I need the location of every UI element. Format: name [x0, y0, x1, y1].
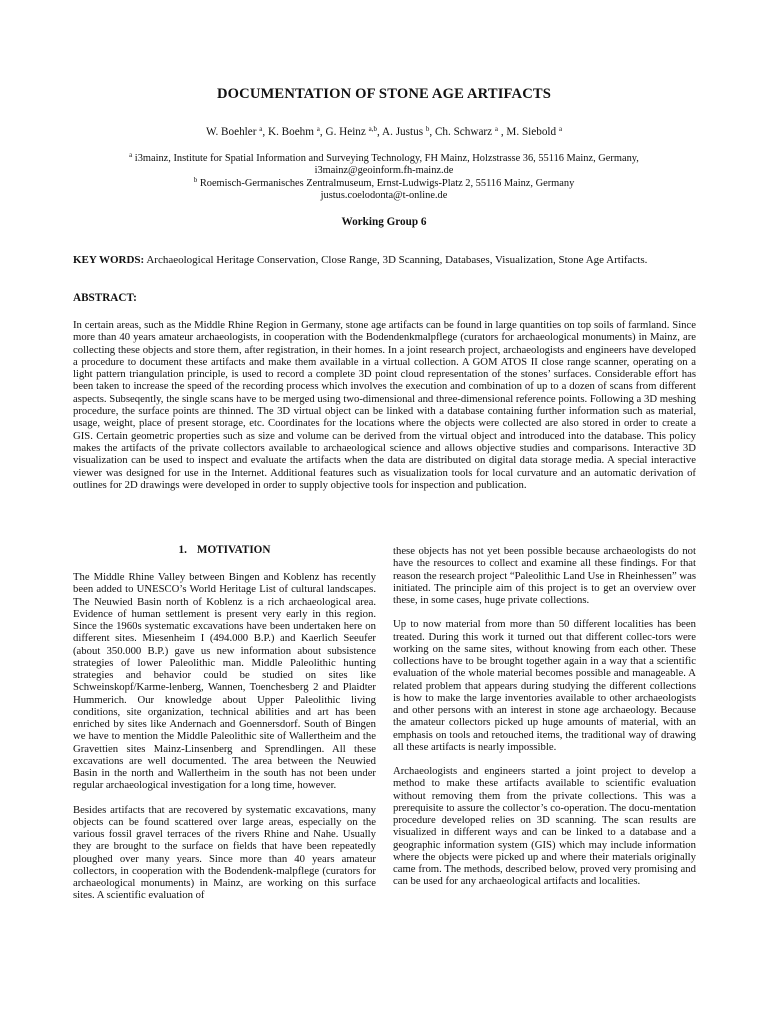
affiliations — [0, 153, 768, 203]
keywords-text: Archaeological Heritage Conservation, Close Range, 3D Scanning, Databases, Visualization, Stone Age Artifacts. — [144, 254, 648, 266]
paper-title: DOCUMENTATION OF STONE AGE ARTIFACTS — [216, 86, 552, 102]
abstract-heading: ABSTRACT: — [73, 292, 137, 304]
paragraph: these objects has not yet been possible because archaeologists do not have the resources to collect and examine all these findings. For that reason the research project “Paleolithic Land Use in Rheinhessen” was initiated. The principle aim of this project is to get an overview over these, in some cases, huge private collections. — [393, 545, 696, 606]
paragraph: Besides artifacts that are recovered by systematic excavations, many objects can be found scattered over large areas, especially on the various fossil gravel terraces of the rivers Rhine and Nahe. Usually they are brought to the surface on fields that have been repeatedly ploughed over many years. Since more than 40 years amateur collectors, in cooperation with the Bodendenk-malpflege (curators for archaeological monuments) in Mainz, are working on this surface sites. A scientific evaluation of — [73, 803, 376, 902]
section-title: MOTIVATION — [196, 544, 271, 556]
author: G. Heinz $^{a,b}$, — [325, 125, 383, 138]
section-heading — [73, 544, 376, 558]
body-column-left — [73, 544, 376, 914]
affiliation-b-email: justus.coelodonta@t-online.de — [320, 190, 448, 202]
section-number: 1. — [178, 544, 187, 556]
author: A. Justus $^b$, — [382, 125, 435, 138]
body-column-right — [393, 545, 696, 900]
paragraph: The Middle Rhine Valley between Bingen and Koblenz has recently been added to UNESCO’s World Heritage List of cultural landscapes. The Neuwied Basin north of Koblenz is a rich archaeological area. Evidence of human settlement is present very early in this region. Since the 1960s systematic excavations have been undertaken here on different sites. Miesenheim I (494.000 B.P.) and Kaerlich Seeufer (about 350.000 B.P.) gave us new information about subsistence strategies of lower Paleolithic man. Middle Paleolithic hunting strategies and behavior could be studied on sites like Schweinskopf/Karme-lenberg, Wannen, Toenchesberg 2 and Plaidter Hummerich. Our knowledge about Upper Paleolithic living conditions, site organization, technical abilities and art has been enriched by sites like Andernach and Goennersdorf. South of Bingen we have to mention the Middle Paleolithic site of Wallertheim and the Gravettien sites Mainz-Linsenberg and Sprendlingen. All these excavations are well documented. The area between the Neuwied Basin in the north and Wallertheim in the south has not been under regular archaeological investigation for a long time, however. — [73, 571, 376, 792]
affiliation-b: $^b$ Roemisch-Germanisches Zentralmuseum, Ernst-Ludwigs-Platz 2, 55116 Mainz, Germany — [193, 175, 575, 189]
affiliation-a-email: i3mainz@geoinform.fh-mainz.de — [314, 165, 454, 177]
keywords — [73, 254, 713, 266]
author: M. Siebold $^a$ — [506, 125, 563, 138]
author: W. Boehler $^a$, — [205, 125, 268, 138]
keywords-label: KEY WORDS: — [73, 254, 145, 266]
paragraph: Archaeologists and engineers started a joint project to develop a method to make these artifacts available to scientific evaluation without removing them from the private collections. This was a prerequisite to assure the collector’s co-operation. The docu-mentation procedure developed relies on 3D scanning. The scan results are visualized in different ways and can be linked to a database and a geographic information system (GIS) which may include information where the objects were picked up and where their materials originally came from. The methods, described below, proved very promising and can be used for any archaeological artifacts and localities. — [393, 765, 696, 888]
affiliation-a: $^a$ i3mainz, Institute for Spatial Information and Surveying Technology, FH Mainz, Holzstrasse 36, 55116 Mainz, Germany, — [129, 151, 639, 164]
working-group: Working Group 6 — [341, 216, 427, 228]
abstract-text: In certain areas, such as the Middle Rhine Region in Germany, stone age artifacts can be found in large quantities on top soils of farmland. Since more than 40 years amateur archaeologists, in cooperation with the Bodendenkmalpflege (curators for archaeological monuments) in Mainz, are collecting these objects and store them, after registration, in their homes. In a joint research project, archaeologists and engineers have developed a procedure to document these artifacts and make them available in a virtual collection. A GOM ATOS II close range scanner, operating on a light pattern triangulation principle, is used to record a complete 3D point cloud representation of the stones’ surfaces. Considerable effort has been taken to increase the speed of the recording process which involves the execution and combination of up to a dozen of scans from different aspects. Subseqently, the single scans have to be merged using two-dimensional and three-dimensional reference points. Following a 3D meshing procedure, the surface points are thinned. The 3D virtual object can be linked with a database containing further information such as material, usage, weight, place of present storage, etc. Coordinates for the locations where the objects were collected are also stored in order to create a GIS. Certain geometric properties such as size and volume can be derived from the virtual object and introduced into the database. This policy makes the artifacts of the private collectors available to archaeological science and allows objective studies and comparisons. Interactive 3D visualization can be used to inspect and evaluate the artifacts when the data are distributed on digital data storage media. A special interactive viewer was designed for use in the Internet. Additional features such as visualization tools for local curvature and an automatic derivation of outlines for 2D drawings were developed in order to supply objective tools for inspection and publication. — [73, 319, 696, 491]
author: Ch. Schwarz $^a$ , — [434, 125, 507, 138]
author-list — [0, 126, 768, 138]
author: K. Boehm $^a$, — [267, 125, 326, 138]
paragraph: Up to now material from more than 50 different localities has been treated. During this work it turned out that different collec-tors were working on the same sites, without knowing from each other. These collections have to be brought together again in a way that a scientific evaluation of the whole material becomes possible and manageable. A related problem that appears during studying the different collections is how to make the large inventories available to other archaeologists and other persons with an interest in stone age archaeology. Because the amateur collectors picked up huge amounts of material, with an emphasis on tools and retouched items, the traditional way of drawing all these artifacts is nearly impossible. — [393, 618, 696, 753]
